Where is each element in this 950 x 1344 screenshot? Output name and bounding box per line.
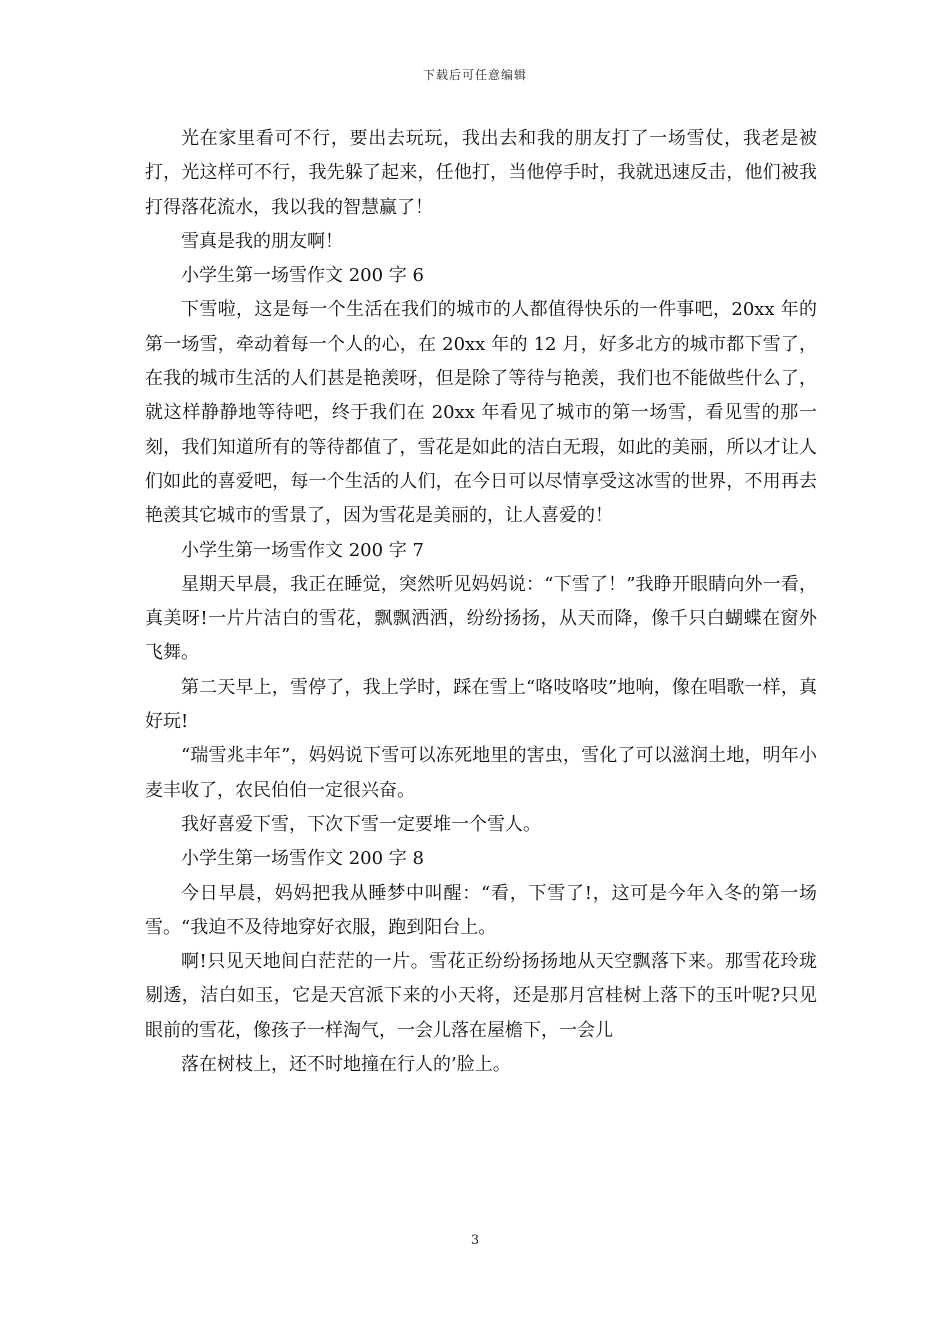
document-body [145, 122, 817, 1082]
page-header: 下载后可任意编辑 [422, 68, 527, 82]
paragraph: 光在家里看可不行，要出去玩玩，我出去和我的朋友打了一场雪仗，我老是被打，光这样可不行，我先躲了起来，任他打，当他停手时，我就迅速反击，他们被我打得落花流水，我以我的智慧赢了！ [145, 128, 817, 218]
paragraph: 星期天早晨，我正在睡觉，突然听见妈妈说：“下雪了！”我睁开眼睛向外一看，真美呀!一片片洁白的雪花，飘飘洒洒，纷纷扬扬，从天而降，像千只白蝴蝶在窗外飞舞。 [145, 573, 817, 664]
page-number: 3 [470, 1233, 480, 1248]
paragraph: 雪真是我的朋友啊！ [181, 230, 343, 252]
paragraph: 下雪啦，这是每一个生活在我们的城市的人都值得快乐的一件事吧，20xx 年的第一场雪，牵动着每一个人的心，在 20xx 年的 12 月，好多北方的城市都下雪了，在我的城市生活的人们甚是艳羡呀，但是除了等待与艳羡，我们也不能做些什么了，就这样静静地等待吧，终于我们在 20xx 年看见了城市的第一场雪，看见雪的那一刻，我们知道所有的等待都值了，雪花是如此的洁白无瑕，如此的美丽，所以才让人们如此的喜爱吧，每一个生活的人们，在今日可以尽情享受这冰雪的世界，不用再去艳羡其它城市的雪景了，因为雪花是美丽的，让人喜爱的！ [145, 299, 817, 527]
section-heading: 小学生第一场雪作文 200 字 6 [181, 265, 424, 287]
paragraph: 今日早晨，妈妈把我从睡梦中叫醒：“看，下雪了!，这可是今年入冬的第一场雪。“我迫不及待地穿好衣服，跑到阳台上。 [145, 882, 817, 938]
paragraph: 啊!只见天地间白茫茫的一片。雪花正纷纷扬扬地从天空飘落下来。那雪花玲珑剔透，洁白如玉，它是天宫派下来的小天将，还是那月宫桂树上落下的玉叶呢?只见眼前的雪花，像孩子一样淘气，一会儿落在屋檐下，一会儿 [145, 951, 817, 1041]
paragraph: 落在树枝上，还不时地撞在行人的’脸上。 [181, 1054, 511, 1076]
paragraph: 第二天早上，雪停了，我上学时，踩在雪上“咯吱咯吱”地响，像在唱歌一样，真好玩! [145, 676, 817, 733]
paragraph: “瑞雪兆丰年”，妈妈说下雪可以冻死地里的害虫，雪化了可以滋润土地，明年小麦丰收了，农民伯伯一定很兴奋。 [145, 745, 817, 801]
section-heading: 小学生第一场雪作文 200 字 8 [181, 848, 424, 870]
paragraph: 我好喜爱下雪，下次下雪一定要堆一个雪人。 [181, 813, 541, 835]
section-heading: 小学生第一场雪作文 200 字 7 [181, 539, 424, 561]
